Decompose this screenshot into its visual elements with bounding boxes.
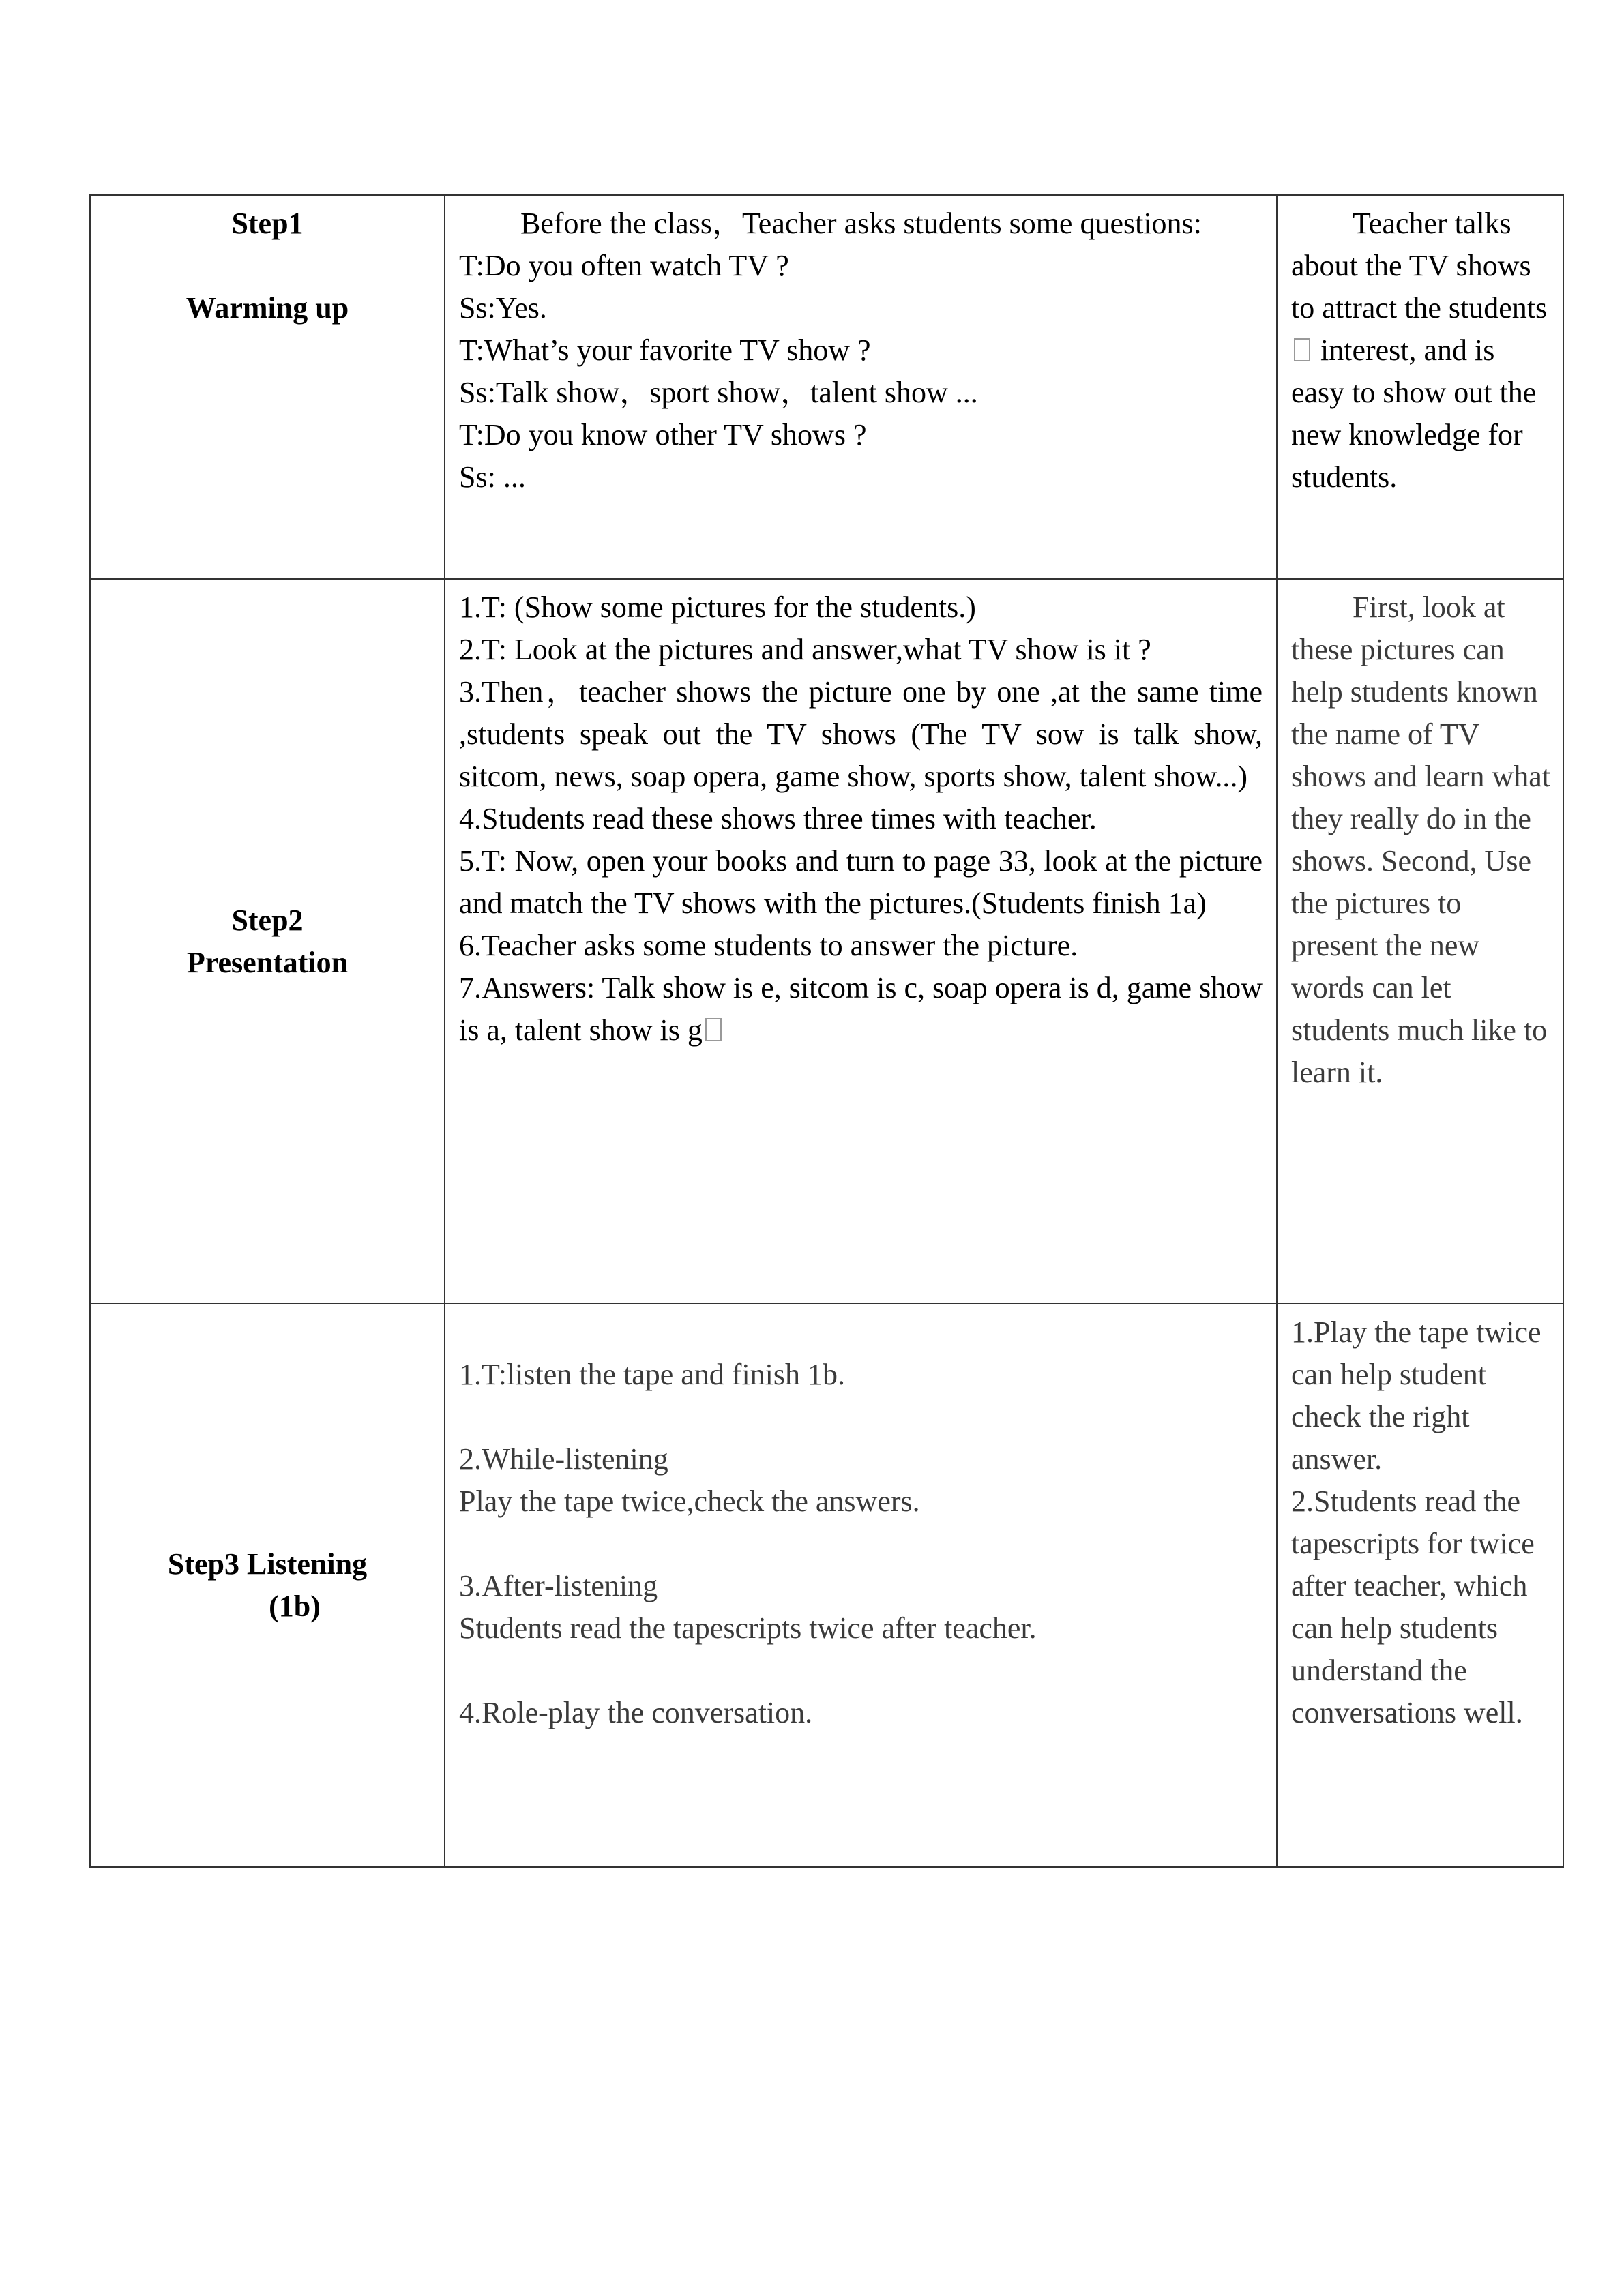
- step2-purpose-cell: [1277, 579, 1563, 1304]
- step1-purpose: Teacher talks about the TV shows to attract the students interest, and is easy to show out the new knowledge for students.: [1291, 207, 1548, 494]
- step3-title: Step3 Listening: [167, 1547, 368, 1581]
- process-item: 4.Role-play the conversation.: [459, 1696, 813, 1729]
- dialogue-line: Ss:Yes.: [459, 291, 547, 325]
- process-item: 6.Teacher asks some students to answer the picture.: [459, 929, 1078, 962]
- purpose-item: 1.Play the tape twice can help student check the right answer.: [1291, 1315, 1541, 1476]
- step3-process-cell: [445, 1304, 1277, 1867]
- process-item: 2.While-listening: [459, 1442, 668, 1476]
- step2-cell: [90, 579, 445, 1304]
- dialogue-line: T:Do you know other TV shows ?: [459, 418, 867, 451]
- step3-subtitle: (1b): [269, 1590, 321, 1623]
- table-row-step1: [90, 195, 1563, 579]
- step3-purpose-cell: [1277, 1304, 1563, 1867]
- step1-subtitle: Warming up: [186, 291, 349, 325]
- step1-purpose-cell: [1277, 195, 1563, 579]
- step2-subtitle: Presentation: [186, 945, 349, 979]
- process-item: 2.T: Look at the pictures and answer,what TV show is it ?: [459, 633, 1151, 666]
- dialogue-line: Ss: ...: [459, 460, 526, 494]
- step1-title: Step1: [231, 207, 304, 240]
- dialogue-line: Ss:Talk show，sport show，talent show ...: [459, 376, 978, 409]
- process-item: Students read the tapescripts twice after teacher.: [459, 1611, 1037, 1645]
- process-item: 1.T: (Show some pictures for the students.): [459, 591, 976, 624]
- process-item: Play the tape twice,check the answers.: [459, 1485, 920, 1518]
- step3-cell: [90, 1304, 445, 1867]
- table-row-step3: [90, 1304, 1563, 1867]
- process-item: 5.T: Now, open your books and turn to page 33, look at the picture and match the TV shows with the pictures.(Students finish 1a): [459, 844, 1263, 920]
- step1-cell: [90, 195, 445, 579]
- process-item-answers: 7.Answers: Talk show is e, sitcom is c, soap opera is d, game show is a, talent show is g: [459, 971, 1263, 1047]
- step2-title: Step2: [231, 903, 304, 937]
- purpose-item: 2.Students read the tapescripts for twice after teacher, which can help students understand the conversations well.: [1291, 1485, 1535, 1729]
- step2-purpose: First, look at these pictures can help students known the name of TV shows and learn what they really do in the shows. Second, Use the pictures to present the new words can let students much like to learn it.: [1291, 591, 1551, 1089]
- lesson-plan-table: [89, 194, 1564, 1868]
- process-item: 3.Then，teacher shows the picture one by one ,at the same time ,students speak out the TV shows (The TV sow is talk show, sitcom, news, soap opera, game show, sports show, talent show...): [459, 675, 1263, 793]
- process-item: 1.T:listen the tape and finish 1b.: [459, 1358, 846, 1391]
- step1-process-cell: [445, 195, 1277, 579]
- table-row-step2: [90, 579, 1563, 1304]
- dialogue-line: T:What’s your favorite TV show ?: [459, 333, 871, 367]
- missing-glyph-box-icon: [705, 1018, 722, 1041]
- step2-process-cell: [445, 579, 1277, 1304]
- missing-glyph-box-icon: [1294, 338, 1310, 361]
- process-item: 3.After-listening: [459, 1569, 658, 1602]
- step1-process-intro: Before the class，Teacher asks students some questions:: [520, 207, 1202, 240]
- dialogue-line: T:Do you often watch TV ?: [459, 249, 789, 282]
- process-item: 4.Students read these shows three times with teacher.: [459, 802, 1097, 835]
